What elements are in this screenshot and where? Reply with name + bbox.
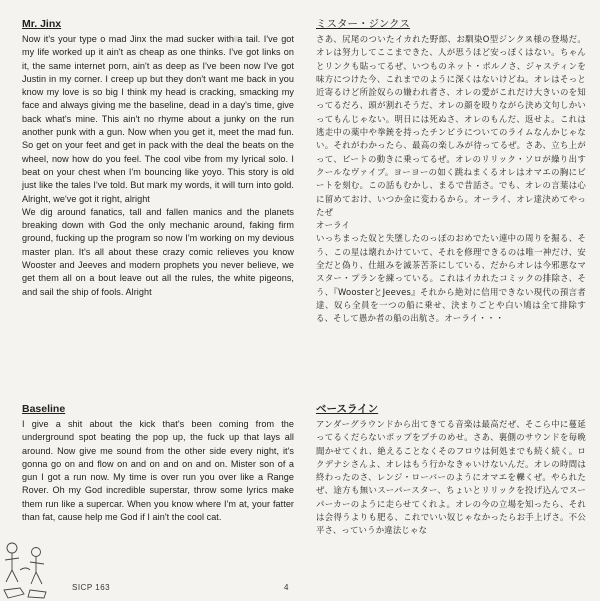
sketch-doodle-icon [0,540,52,600]
baseline-title-en: Baseline [22,403,66,415]
baseline-title-jp: ベースライン [316,403,379,415]
baseline-lyrics-en: I give a shit about the kick that's been coming from the underground spot beating the pop up, the fuck up that lays all around. Now give me sound from the other side every night, it's gonna go on and flow on and on and on and on. Mister son of a gun I got a run now. My time is over run you over like a Range Rover. Oh my God incredible superstar, throw some lyrics make them run like a supercar. When you know where I'm at, your fatter than fat, cause help me God if I ain't the cool cat. [22,419,294,523]
mr-jinx-title-jp: ミスター・ジンクス [316,18,410,30]
mr-jinx-lyrics-jp: さあ、尻尾のついたイカれた野郎、お馴染O型ジンクス様の登場だ。オレは努力してここまできた、人が思うほど安っぽくはない。ちゃんとリンクも貼ってるぜ、いつものネット・ポルノさ、ジャスティンを味方につけた今、これまでのように深くはないけどね。オレはそっと近寄るけど所詮奴らの嫌われ者さ、オレの愛がこれだけ大きいのを知ってるだろ、頭が割れそうだ、オレの顔を殴りながら決め文句しかいってもんじゃない。明日には死ぬさ、オレのもんだ、返せよ。これは逃走中の薬中や拳銃を持ったチンピラについてのライムなんかじゃない。それがわかったら、最高の楽しみが待ってるぜ。さあ、立ち上がって、ビートの動きに乗ってるぜ。オレのリリック・ソロが繰り出すクールなヴァイブ。ヨーヨーの如く跳ねまくるオレはオマエの胸にビートを刻む。この話もむかし、まるで昔話さ。でも、オレの言葉は心に留めておけ、いつか金に変わるから。オーライ、オレ達決めてやったぜ オーライ いっちまった奴と失墜したのっぽのおめでたい連中の周りを掘る、そう、この星は壊れかけていて、それを修理できるのは唯一神だけ、安全だと偽り、仕組みを滅茶苦茶にしている、だからオレは今邪悪なマスター・プランを練っている。これはイカれたコミックの排除さ、そう、『WoosterとJeeves』それから絶対に信用できない現代の預言者達、奴ら全員を一つの船に乗せ、決まりごとや白い鳩は全て排除する、そして愚か者の船の出航さ。オーライ・・・ [316,34,586,324]
english-column [22,18,294,299]
page-number: 4 [284,583,289,592]
mr-jinx-lyrics-en: Now it's your type o mad Jinx the mad sucker with a tail. I've got my life worked up it ain't as cheap as one thinks. I've got links on it, the same internet porn, ain't as deep as I've been now I've got Justin in my corner. I creep up but they don't want me back in you know my love is so big I think my head is cracking, smacking my face and always giving me the baseline, dead in a day's time, give back what's mine. This ain't no rhyme about a junky on the run another punk with a gun. Now when you get it, meet the mad fun. So get on your feet and get in pack with the deal the beats on the wheel, now how do you feel. The cool vibe from my lyrical solo. I beat on your chest when I'm bouncing like yoyo. This story is old just like the tales I've told. But mark my words, it will turn into gold. Alright, we've got it right, alright We dig around fanatics, tall and fallen manics and the planets breaking down with God the only mechanic around, faking firm ground, fucking up the program so now I'm working on my devious master plan. It's all about these crazy comic relieves you know Wooster and Jeeves and modern prophets you never believe, we get them all on a bout leave out all the rules, the white pigeons, and sail the ship of fools. Alright [22,34,294,297]
baseline-section-jp [316,403,586,538]
japanese-column [316,18,586,326]
baseline-lyrics-jp: アンダーグラウンドから出てきてる音楽は最高だぜ、そこら中に蔓延ってるくだらないポップをブチのめせ。さあ、裏側のサウンドを毎晩聞かせてくれ、絶えることなくそのフロウは何処までも続く続く。ロクデナシさんよ、オレはもう行かなきゃいけないんだ。オレの時間は終わったのさ、レンジ・ローバーのようにオマエを轢くぜ。やられたぜ、途方も無いスーパースター、ちょいとリリックを投げ込んでスーパーカーのように走らせてくれよ。オレの今の立場を知ったら、それは会得うよりも肥る、これでいい奴じゃなかったらお手上げさ。不公平さ、っていうか違法じゃな [316,419,586,536]
mr-jinx-title-en: Mr. Jinx [22,18,62,30]
catalog-number: SICP 163 [72,583,111,592]
baseline-section-en [22,403,294,524]
